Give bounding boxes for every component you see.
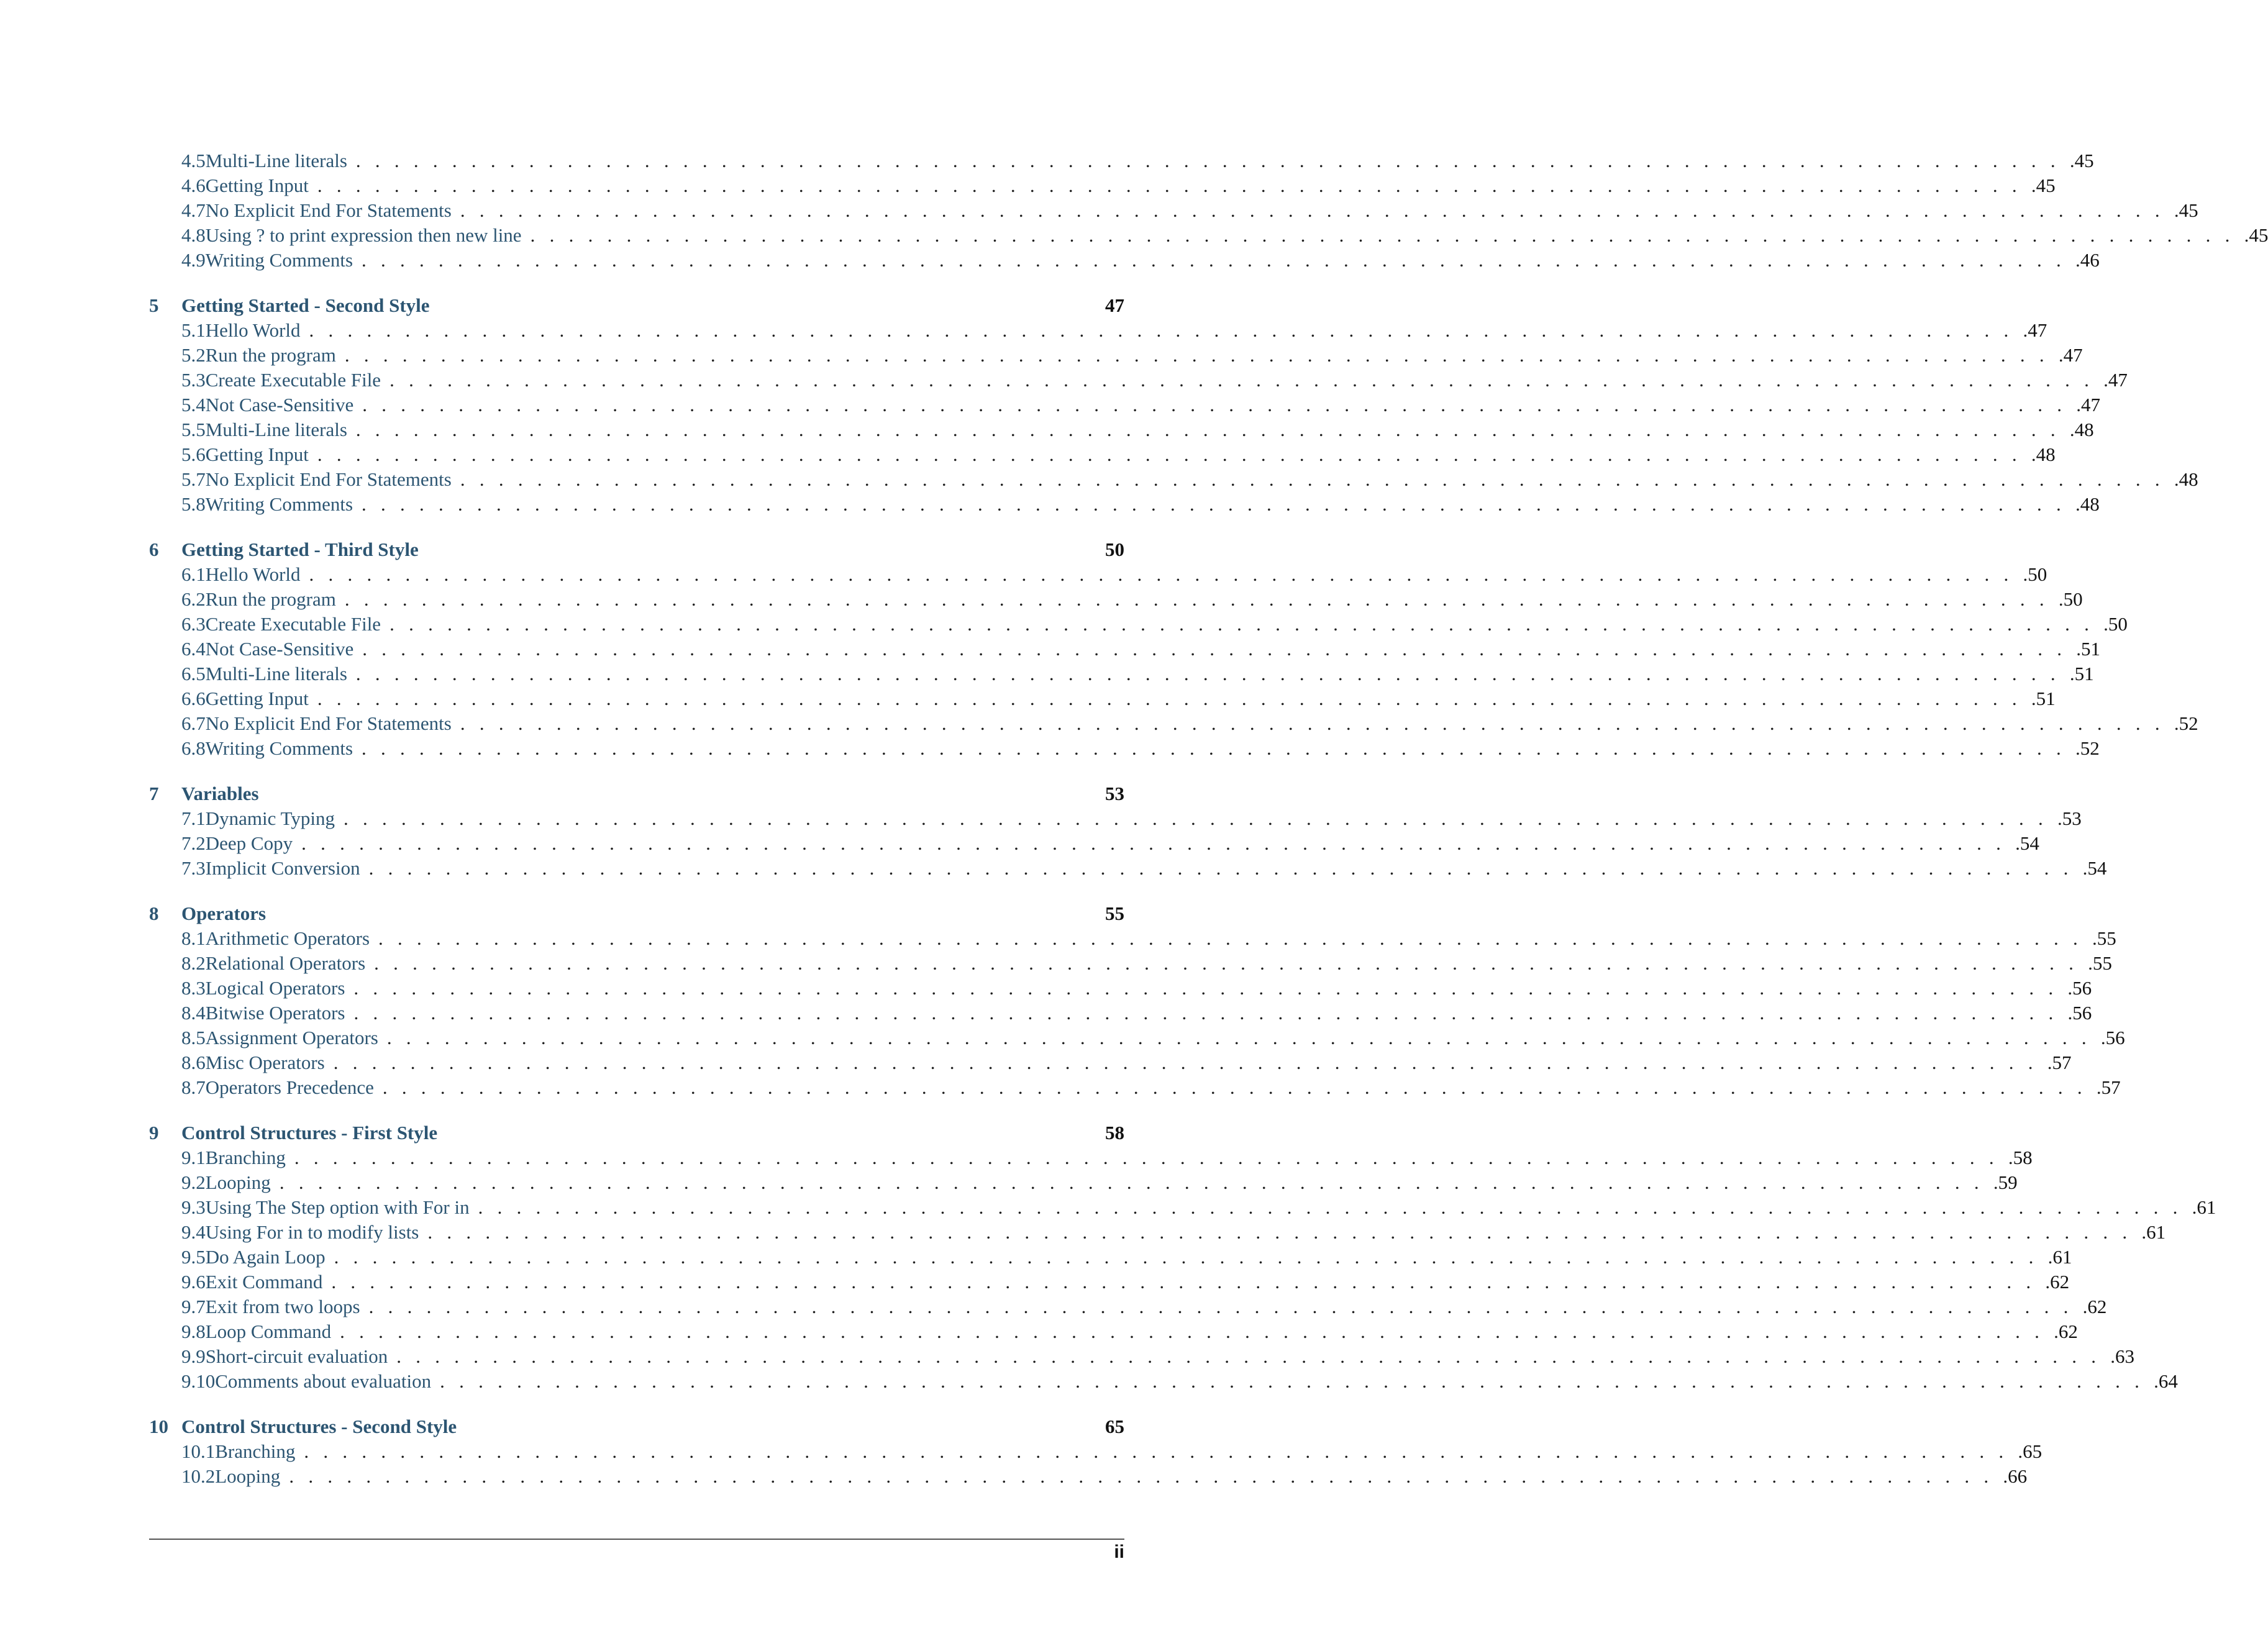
- toc-entry-number: 9.2: [181, 1171, 206, 1193]
- dot-leader: . . . . . . . . . . . . . . . . . . . . . . . . . . . . . . . . . . . . . . . . . . . . . . . . . . . . . . . . . . . . . . . . . . . . . . . . . . . . . . . . . . . . . . . . . .: [389, 369, 2108, 391]
- toc-entry-page: 65: [1105, 1416, 1124, 1437]
- dot-leader: . . . . . . . . . . . . . . . . . . . . . . . . . . . . . . . . . . . . . . . . . . . . . . . . . . . . . . . . . . . . . . . . . . . . . . . . . . . . . . . . . . . . . . . . . .: [386, 1027, 2106, 1048]
- toc-entry-title[interactable]: Create Executable File: [205, 369, 381, 391]
- toc-entry-title[interactable]: Control Structures - Second Style: [181, 1416, 457, 1437]
- toc-chapter-entry[interactable]: [149, 1121, 1124, 1145]
- toc-entry-number: 8.1: [181, 927, 206, 949]
- dot-leader: . . . . . . . . . . . . . . . . . . . . . . . . . . . . . . . . . . . . . . . . . . . . . . . . . . . . . . . . . . . . . . . . . . . . . . . . . . . . . . . . . . . . . . . . . .: [396, 1345, 2116, 1367]
- table-of-contents: [149, 148, 2268, 1489]
- toc-entry-title[interactable]: Writing Comments: [205, 737, 353, 759]
- toc-entry-number: 6.2: [181, 588, 206, 610]
- toc-section-entry[interactable]: [149, 1075, 2121, 1100]
- toc-entry-page: 57: [2101, 1076, 2121, 1098]
- toc-entry-page: 54: [2020, 832, 2039, 854]
- toc-entry-page: 65: [2023, 1440, 2043, 1462]
- dot-leader: . . . . . . . . . . . . . . . . . . . . . . . . . . . . . . . . . . . . . . . . . . . . . . . . . . . . . . . . . . . . . . . . . . . . . . . . . . . . . . . . . . . . . . . . . .: [317, 443, 2036, 465]
- toc-entry-title[interactable]: Writing Comments: [205, 249, 353, 271]
- toc-entry-number: 7.3: [181, 857, 206, 879]
- dot-leader: . . . . . . . . . . . . . . . . . . . . . . . . . . . . . . . . . . . . . . . . . . . . . . . . . . . . . . . . . . . . . . . . . . . . . . . . . . . . . . . . . . . . . . . . . .: [362, 249, 2080, 271]
- toc-entry-number: 9.4: [181, 1221, 206, 1243]
- toc-entry-title[interactable]: Comments about evaluation: [215, 1370, 432, 1392]
- toc-entry-number: 6.8: [181, 737, 206, 759]
- toc-entry-number: 4.6: [181, 175, 206, 196]
- toc-entry-number: 5.3: [181, 369, 206, 391]
- toc-entry-title[interactable]: Using ? to print expression then new line: [205, 224, 522, 246]
- toc-entry-page: 52: [2179, 712, 2198, 734]
- toc-entry-page: 66: [2008, 1465, 2028, 1487]
- toc-entry-title[interactable]: Looping: [215, 1465, 281, 1487]
- dot-leader: . . . . . . . . . . . . . . . . . . . . . . . . . . . . . . . . . . . . . . . . . . . . . . . . . . . . . . . . . . . . . . . . . . . . . . . . . . . . . . . . . . . . . . . . . .: [353, 1002, 2073, 1024]
- dot-leader: . . . . . . . . . . . . . . . . . . . . . . . . . . . . . . . . . . . . . . . . . . . . . . . . . . . . . . . . . . . . . . . . . . . . . . . . . . . . . . . . . . . . . . . . . .: [333, 1052, 2052, 1073]
- toc-entry-page: 45: [2249, 224, 2268, 246]
- toc-entry-page: 54: [2087, 857, 2107, 879]
- toc-entry-number: 8.4: [181, 1002, 206, 1024]
- dot-leader: . . . . . . . . . . . . . . . . . . . . . . . . . . . . . . . . . . . . . . . . . . . . . . . . . . . . . . . . . . . . . . . . . . . . . . . . . . . . . . . . . . . . . . . . . .: [301, 832, 2020, 854]
- dot-leader: . . . . . . . . . . . . . . . . . . . . . . . . . . . . . . . . . . . . . . . . . . . . . . . . . . . . . . . . . . . . . . . . . . . . . . . . . . . . . . . . . . . . . . . . . .: [317, 175, 2036, 196]
- toc-section-entry[interactable]: [149, 1050, 2072, 1075]
- toc-section-entry[interactable]: [149, 1025, 2125, 1050]
- toc-entry-number: 10: [149, 1416, 168, 1437]
- toc-entry-number: 6.4: [181, 638, 206, 660]
- toc-section-entry[interactable]: [149, 1319, 2078, 1344]
- toc-entry-page: 62: [2050, 1271, 2070, 1293]
- toc-entry-page: 55: [1105, 903, 1124, 924]
- dot-leader: . . . . . . . . . . . . . . . . . . . . . . . . . . . . . . . . . . . . . . . . . . . . . . . . . . . . . . . . . . . . . . . . . . . . . . . . . . . . . . . . . . . . . . . . . .: [368, 857, 2088, 879]
- dot-leader: . . . . . . . . . . . . . . . . . . . . . . . . . . . . . . . . . . . . . . . . . . . . . . . . . . . . . . . . . . . . . . . . . . . . . . . . . . . . . . . . . . . . . . . . . .: [331, 1271, 2051, 1293]
- toc-entry-number: 10.1: [181, 1440, 216, 1462]
- toc-entry-title[interactable]: Control Structures - First Style: [181, 1122, 438, 1144]
- toc-entry-page: 64: [2158, 1370, 2178, 1392]
- toc-entry-page: 47: [1105, 294, 1124, 316]
- dot-leader: . . . . . . . . . . . . . . . . . . . . . . . . . . . . . . . . . . . . . . . . . . . . . . . . . . . . . . . . . . . . . . . . . . . . . . . . . . . . . . . . . . . . . . . . . .: [304, 1440, 2023, 1462]
- toc-entry-page: 47: [2108, 369, 2128, 391]
- toc-section-entry[interactable]: [149, 1145, 2033, 1170]
- footer-rule: [149, 1539, 1124, 1540]
- toc-entry-title[interactable]: Do Again Loop: [205, 1246, 326, 1268]
- toc-entry-number: 9.8: [181, 1321, 206, 1342]
- toc-entry-title[interactable]: Exit from two loops: [205, 1296, 360, 1317]
- toc-entry-page: 58: [2013, 1147, 2033, 1168]
- dot-leader: . . . . . . . . . . . . . . . . . . . . . . . . . . . . . . . . . . . . . . . . . . . . . . . . . . . . . . . . . . . . . . . . . . . . . . . . . . . . . . . . . . . . . . . . . .: [294, 1147, 2013, 1168]
- toc-entry-number: 5.2: [181, 344, 206, 366]
- toc-entry-title[interactable]: Bitwise Operators: [205, 1002, 345, 1024]
- dot-leader: . . . . . . . . . . . . . . . . . . . . . . . . . . . . . . . . . . . . . . . . . . . . . . . . . . . . . . . . . . . . . . . . . . . . . . . . . . . . . . . . . . . . . . . . . .: [355, 150, 2075, 171]
- toc-section-entry[interactable]: [149, 368, 2128, 393]
- dot-leader: . . . . . . . . . . . . . . . . . . . . . . . . . . . . . . . . . . . . . . . . . . . . . . . . . . . . . . . . . . . . . . . . . . . . . . . . . . . . . . . . . . . . . . . . . .: [353, 977, 2073, 999]
- toc-entry-title[interactable]: Assignment Operators: [205, 1027, 378, 1048]
- toc-entry-number: 4.5: [181, 150, 206, 171]
- toc-entry-number: 7.2: [181, 832, 206, 854]
- toc-entry-title[interactable]: Using For in to modify lists: [205, 1221, 419, 1243]
- toc-entry-number: 7: [149, 783, 159, 804]
- toc-entry-page: 51: [2074, 663, 2094, 684]
- toc-chapter-entry[interactable]: [149, 293, 1124, 318]
- toc-entry-title[interactable]: Multi-Line literals: [205, 419, 347, 440]
- toc-entry-title[interactable]: Getting Started - Second Style: [181, 294, 430, 316]
- toc-section-entry[interactable]: [149, 711, 2198, 736]
- toc-entry-number: 9: [149, 1122, 159, 1144]
- toc-section-entry[interactable]: [149, 1170, 2018, 1195]
- toc-entry-title[interactable]: Not Case-Sensitive: [205, 638, 354, 660]
- dot-leader: . . . . . . . . . . . . . . . . . . . . . . . . . . . . . . . . . . . . . . . . . . . . . . . . . . . . . . . . . . . . . . . . . . . . . . . . . . . . . . . . . . . . . . . . . .: [362, 737, 2080, 759]
- toc-entry-number: 8.5: [181, 1027, 206, 1048]
- toc-entry-page: 51: [2036, 688, 2056, 709]
- toc-entry-number: 4.7: [181, 199, 206, 221]
- toc-entry-page: 62: [2058, 1321, 2078, 1342]
- toc-section-entry[interactable]: [149, 976, 2092, 1001]
- dot-leader: . . . . . . . . . . . . . . . . . . . . . . . . . . . . . . . . . . . . . . . . . . . . . . . . . . . . . . . . . . . . . . . . . . . . . . . . . . . . . . . . . . . . . . . . . .: [378, 927, 2097, 949]
- dot-leader: . . . . . . . . . . . . . . . . . . . . . . . . . . . . . . . . . . . . . . . . . . . . . . . . . . . . . . . . . . . . . . . . . . . . . . . . . . . . . . . . . . . . . . . . . .: [289, 1465, 2008, 1487]
- toc-entry-title[interactable]: Arithmetic Operators: [205, 927, 370, 949]
- toc-entry-title[interactable]: Operators Precedence: [205, 1076, 374, 1098]
- toc-entry-number: 5.1: [181, 319, 206, 341]
- dot-leader: . . . . . . . . . . . . . . . . . . . . . . . . . . . . . . . . . . . . . . . . . . . . . . . . . . . . . . . . . . . . . . . . . . . . . . . . . . . . . . . . . . . . . . . . . .: [374, 952, 2093, 974]
- toc-entry-number: 10.2: [181, 1465, 216, 1487]
- toc-entry-page: 45: [2036, 175, 2056, 196]
- toc-entry-number: 5.8: [181, 493, 206, 515]
- dot-leader: . . . . . . . . . . . . . . . . . . . . . . . . . . . . . . . . . . . . . . . . . . . . . . . . . . . . . . . . . . . . . . . . . . . . . . . . . . . . . . . . . . . . . . . . . .: [355, 663, 2075, 684]
- toc-entry-title[interactable]: Exit Command: [205, 1271, 323, 1293]
- toc-entry-page: 50: [2063, 588, 2083, 610]
- toc-section-entry[interactable]: [149, 343, 2083, 368]
- toc-entry-page: 56: [2072, 1002, 2092, 1024]
- toc-entry-title[interactable]: Getting Input: [205, 443, 309, 465]
- toc-section-entry[interactable]: [149, 562, 2047, 587]
- toc-entry-title[interactable]: No Explicit End For Statements: [205, 199, 452, 221]
- toc-section-entry[interactable]: [149, 318, 2047, 343]
- toc-entry-number: 4.8: [181, 224, 206, 246]
- dot-leader: . . . . . . . . . . . . . . . . . . . . . . . . . . . . . . . . . . . . . . . . . . . . . . . . . . . . . . . . . . . . . . . . . . . . . . . . . . . . . . . . . . . . . . . . . .: [460, 199, 2179, 221]
- toc-entry-page: 53: [2062, 807, 2082, 829]
- toc-entry-title[interactable]: Dynamic Typing: [205, 807, 335, 829]
- toc-section-entry[interactable]: [149, 926, 2116, 951]
- toc-section-entry[interactable]: [149, 1270, 2070, 1294]
- toc-entry-number: 9.6: [181, 1271, 206, 1293]
- toc-entry-page: 47: [2063, 344, 2083, 366]
- toc-entry-number: 7.1: [181, 807, 206, 829]
- toc-section-entry[interactable]: [149, 806, 2082, 831]
- toc-entry-page: 48: [2179, 468, 2198, 490]
- dot-leader: . . . . . . . . . . . . . . . . . . . . . . . . . . . . . . . . . . . . . . . . . . . . . . . . . . . . . . . . . . . . . . . . . . . . . . . . . . . . . . . . . . . . . . . . . .: [344, 344, 2064, 366]
- dot-leader: . . . . . . . . . . . . . . . . . . . . . . . . . . . . . . . . . . . . . . . . . . . . . . . . . . . . . . . . . . . . . . . . . . . . . . . . . . . . . . . . . . . . . . . . . .: [317, 688, 2036, 709]
- toc-chapter-entry[interactable]: [149, 781, 1124, 806]
- toc-entry-number: 9.5: [181, 1246, 206, 1268]
- toc-entry-title[interactable]: Branching: [205, 1147, 286, 1168]
- toc-section-entry[interactable]: [149, 467, 2198, 492]
- dot-leader: . . . . . . . . . . . . . . . . . . . . . . . . . . . . . . . . . . . . . . . . . . . . . . . . . . . . . . . . . . . . . . . . . . . . . . . . . . . . . . . . . . . . . . . . . .: [344, 588, 2064, 610]
- toc-entry-page: 53: [1105, 783, 1124, 804]
- dot-leader: . . . . . . . . . . . . . . . . . . . . . . . . . . . . . . . . . . . . . . . . . . . . . . . . . . . . . . . . . . . . . . . . . . . . . . . . . . . . . . . . . . . . . . . . . .: [355, 419, 2075, 440]
- dot-leader: . . . . . . . . . . . . . . . . . . . . . . . . . . . . . . . . . . . . . . . . . . . . . . . . . . . . . . . . . . . . . . . . . . . . . . . . . . . . . . . . . . . . . . . . . .: [530, 224, 2249, 246]
- toc-entry-number: 8: [149, 903, 159, 924]
- toc-entry-title[interactable]: Operators: [181, 903, 266, 924]
- toc-chapter-entry[interactable]: [149, 901, 1124, 926]
- toc-entry-page: 50: [2028, 563, 2047, 585]
- toc-entry-page: 63: [2115, 1345, 2135, 1367]
- toc-section-entry[interactable]: [149, 198, 2198, 223]
- toc-entry-title[interactable]: Not Case-Sensitive: [205, 394, 354, 416]
- toc-entry-title[interactable]: Looping: [205, 1171, 271, 1193]
- toc-entry-title[interactable]: No Explicit End For Statements: [205, 712, 452, 734]
- dot-leader: . . . . . . . . . . . . . . . . . . . . . . . . . . . . . . . . . . . . . . . . . . . . . . . . . . . . . . . . . . . . . . . . . . . . . . . . . . . . . . . . . . . . . . . . . .: [362, 493, 2080, 515]
- toc-entry-number: 8.3: [181, 977, 206, 999]
- toc-entry-page: 52: [2080, 737, 2100, 759]
- toc-entry-number: 5: [149, 294, 159, 316]
- dot-leader: . . . . . . . . . . . . . . . . . . . . . . . . . . . . . . . . . . . . . . . . . . . . . . . . . . . . . . . . . . . . . . . . . . . . . . . . . . . . . . . . . . . . . . . . . .: [334, 1246, 2053, 1268]
- toc-section-entry[interactable]: [149, 1195, 2216, 1220]
- toc-entry-title[interactable]: Deep Copy: [205, 832, 293, 854]
- page-number: ii: [1114, 1542, 1124, 1562]
- toc-section-entry[interactable]: [149, 1294, 2107, 1319]
- toc-section-entry[interactable]: [149, 417, 2094, 442]
- toc-section-entry[interactable]: [149, 223, 2268, 248]
- toc-section-entry[interactable]: [149, 1220, 2166, 1245]
- toc-chapter-entry[interactable]: [149, 537, 1124, 562]
- toc-entry-title[interactable]: Getting Input: [205, 688, 309, 709]
- dot-leader: . . . . . . . . . . . . . . . . . . . . . . . . . . . . . . . . . . . . . . . . . . . . . . . . . . . . . . . . . . . . . . . . . . . . . . . . . . . . . . . . . . . . . . . . . .: [340, 1321, 2059, 1342]
- toc-section-entry[interactable]: [149, 1344, 2135, 1369]
- toc-entry-number: 8.7: [181, 1076, 206, 1098]
- toc-entry-page: 58: [1105, 1122, 1124, 1144]
- toc-section-entry[interactable]: [149, 393, 2100, 417]
- toc-section-entry[interactable]: [149, 1245, 2072, 1270]
- toc-entry-title[interactable]: Create Executable File: [205, 613, 381, 635]
- toc-entry-number: 6.6: [181, 688, 206, 709]
- toc-entry-page: 56: [2072, 977, 2092, 999]
- toc-entry-page: 61: [2052, 1246, 2072, 1268]
- toc-section-entry[interactable]: [149, 148, 2094, 173]
- dot-leader: . . . . . . . . . . . . . . . . . . . . . . . . . . . . . . . . . . . . . . . . . . . . . . . . . . . . . . . . . . . . . . . . . . . . . . . . . . . . . . . . . . . . . . . . . .: [440, 1370, 2159, 1392]
- toc-entry-number: 5.5: [181, 419, 206, 440]
- toc-entry-page: 47: [2081, 394, 2100, 416]
- toc-section-entry[interactable]: [149, 951, 2112, 976]
- toc-entry-page: 45: [2179, 199, 2198, 221]
- toc-entry-page: 48: [2080, 493, 2100, 515]
- toc-entry-title[interactable]: Getting Started - Third Style: [181, 539, 419, 560]
- toc-entry-page: 50: [2108, 613, 2128, 635]
- toc-entry-title[interactable]: Run the program: [205, 588, 336, 610]
- toc-section-entry[interactable]: [149, 856, 2107, 881]
- toc-entry-title[interactable]: Logical Operators: [205, 977, 345, 999]
- toc-section-entry[interactable]: [149, 173, 2056, 198]
- toc-entry-number: 6.1: [181, 563, 206, 585]
- toc-entry-title[interactable]: No Explicit End For Statements: [205, 468, 452, 490]
- toc-section-entry[interactable]: [149, 831, 2039, 856]
- toc-entry-page: 48: [2036, 443, 2056, 465]
- dot-leader: . . . . . . . . . . . . . . . . . . . . . . . . . . . . . . . . . . . . . . . . . . . . . . . . . . . . . . . . . . . . . . . . . . . . . . . . . . . . . . . . . . . . . . . . . .: [478, 1196, 2197, 1218]
- toc-entry-title[interactable]: Run the program: [205, 344, 336, 366]
- toc-entry-number: 4.9: [181, 249, 206, 271]
- toc-entry-title[interactable]: Relational Operators: [205, 952, 366, 974]
- toc-entry-title[interactable]: Multi-Line literals: [205, 663, 347, 684]
- toc-entry-page: 59: [1998, 1171, 2018, 1193]
- toc-entry-number: 6.7: [181, 712, 206, 734]
- dot-leader: . . . . . . . . . . . . . . . . . . . . . . . . . . . . . . . . . . . . . . . . . . . . . . . . . . . . . . . . . . . . . . . . . . . . . . . . . . . . . . . . . . . . . . . . . .: [343, 807, 2062, 829]
- toc-entry-title[interactable]: Getting Input: [205, 175, 309, 196]
- toc-section-entry[interactable]: [149, 1369, 2178, 1394]
- toc-section-entry[interactable]: [149, 736, 2100, 761]
- toc-entry-number: 5.6: [181, 443, 206, 465]
- dot-leader: . . . . . . . . . . . . . . . . . . . . . . . . . . . . . . . . . . . . . . . . . . . . . . . . . . . . . . . . . . . . . . . . . . . . . . . . . . . . . . . . . . . . . . . . . .: [382, 1076, 2102, 1098]
- toc-section-entry[interactable]: [149, 492, 2100, 517]
- toc-entry-number: 6.3: [181, 613, 206, 635]
- toc-entry-number: 5.4: [181, 394, 206, 416]
- toc-entry-number: 9.9: [181, 1345, 206, 1367]
- toc-entry-title[interactable]: Variables: [181, 783, 259, 804]
- toc-section-entry[interactable]: [149, 612, 2128, 637]
- toc-section-entry[interactable]: [149, 686, 2056, 711]
- toc-entry-title[interactable]: Implicit Conversion: [205, 857, 360, 879]
- toc-entry-page: 47: [2028, 319, 2047, 341]
- toc-entry-title[interactable]: Hello World: [205, 319, 301, 341]
- toc-section-entry[interactable]: [149, 662, 2094, 686]
- toc-entry-page: 51: [2081, 638, 2100, 660]
- toc-entry-number: 9.7: [181, 1296, 206, 1317]
- toc-entry-title[interactable]: Using The Step option with For in: [205, 1196, 470, 1218]
- toc-entry-title[interactable]: Hello World: [205, 563, 301, 585]
- toc-entry-page: 48: [2074, 419, 2094, 440]
- toc-section-entry[interactable]: [149, 442, 2056, 467]
- toc-entry-page: 50: [1105, 539, 1124, 560]
- toc-entry-page: 61: [2146, 1221, 2166, 1243]
- toc-entry-page: 57: [2052, 1052, 2072, 1073]
- toc-entry-page: 55: [2092, 952, 2112, 974]
- toc-entry-number: 9.1: [181, 1147, 206, 1168]
- dot-leader: . . . . . . . . . . . . . . . . . . . . . . . . . . . . . . . . . . . . . . . . . . . . . . . . . . . . . . . . . . . . . . . . . . . . . . . . . . . . . . . . . . . . . . . . . .: [309, 319, 2028, 341]
- toc-entry-title[interactable]: Branching: [215, 1440, 296, 1462]
- dot-leader: . . . . . . . . . . . . . . . . . . . . . . . . . . . . . . . . . . . . . . . . . . . . . . . . . . . . . . . . . . . . . . . . . . . . . . . . . . . . . . . . . . . . . . . . . .: [309, 563, 2028, 585]
- toc-section-entry[interactable]: [149, 1439, 2043, 1464]
- toc-section-entry[interactable]: [149, 587, 2083, 612]
- toc-entry-number: 8.2: [181, 952, 206, 974]
- toc-entry-title[interactable]: Writing Comments: [205, 493, 353, 515]
- toc-entry-number: 8.6: [181, 1052, 206, 1073]
- toc-section-entry[interactable]: [149, 1464, 2028, 1489]
- toc-entry-page: 55: [2097, 927, 2116, 949]
- toc-entry-number: 9.10: [181, 1370, 216, 1392]
- dot-leader: . . . . . . . . . . . . . . . . . . . . . . . . . . . . . . . . . . . . . . . . . . . . . . . . . . . . . . . . . . . . . . . . . . . . . . . . . . . . . . . . . . . . . . . . . .: [460, 468, 2179, 490]
- toc-entry-number: 6.5: [181, 663, 206, 684]
- toc-entry-title[interactable]: Short-circuit evaluation: [205, 1345, 388, 1367]
- dot-leader: . . . . . . . . . . . . . . . . . . . . . . . . . . . . . . . . . . . . . . . . . . . . . . . . . . . . . . . . . . . . . . . . . . . . . . . . . . . . . . . . . . . . . . . . . .: [362, 638, 2081, 660]
- toc-chapter-entry[interactable]: [149, 1414, 1124, 1439]
- toc-entry-page: 62: [2087, 1296, 2107, 1317]
- dot-leader: . . . . . . . . . . . . . . . . . . . . . . . . . . . . . . . . . . . . . . . . . . . . . . . . . . . . . . . . . . . . . . . . . . . . . . . . . . . . . . . . . . . . . . . . . .: [389, 613, 2108, 635]
- dot-leader: . . . . . . . . . . . . . . . . . . . . . . . . . . . . . . . . . . . . . . . . . . . . . . . . . . . . . . . . . . . . . . . . . . . . . . . . . . . . . . . . . . . . . . . . . .: [368, 1296, 2088, 1317]
- toc-entry-number: 5.7: [181, 468, 206, 490]
- toc-entry-number: 6: [149, 539, 159, 560]
- toc-entry-page: 45: [2074, 150, 2094, 171]
- toc-entry-title[interactable]: Loop Command: [205, 1321, 332, 1342]
- toc-entry-page: 46: [2080, 249, 2100, 271]
- dot-leader: . . . . . . . . . . . . . . . . . . . . . . . . . . . . . . . . . . . . . . . . . . . . . . . . . . . . . . . . . . . . . . . . . . . . . . . . . . . . . . . . . . . . . . . . . .: [362, 394, 2081, 416]
- dot-leader: . . . . . . . . . . . . . . . . . . . . . . . . . . . . . . . . . . . . . . . . . . . . . . . . . . . . . . . . . . . . . . . . . . . . . . . . . . . . . . . . . . . . . . . . . .: [460, 712, 2179, 734]
- toc-entry-page: 61: [2197, 1196, 2216, 1218]
- toc-section-entry[interactable]: [149, 1001, 2092, 1025]
- toc-entry-page: 56: [2105, 1027, 2125, 1048]
- dot-leader: . . . . . . . . . . . . . . . . . . . . . . . . . . . . . . . . . . . . . . . . . . . . . . . . . . . . . . . . . . . . . . . . . . . . . . . . . . . . . . . . . . . . . . . . . .: [279, 1171, 1998, 1193]
- toc-entry-title[interactable]: Misc Operators: [205, 1052, 325, 1073]
- toc-section-entry[interactable]: [149, 248, 2100, 273]
- toc-entry-number: 9.3: [181, 1196, 206, 1218]
- dot-leader: . . . . . . . . . . . . . . . . . . . . . . . . . . . . . . . . . . . . . . . . . . . . . . . . . . . . . . . . . . . . . . . . . . . . . . . . . . . . . . . . . . . . . . . . . .: [427, 1221, 2147, 1243]
- toc-section-entry[interactable]: [149, 637, 2100, 662]
- toc-entry-title[interactable]: Multi-Line literals: [205, 150, 347, 171]
